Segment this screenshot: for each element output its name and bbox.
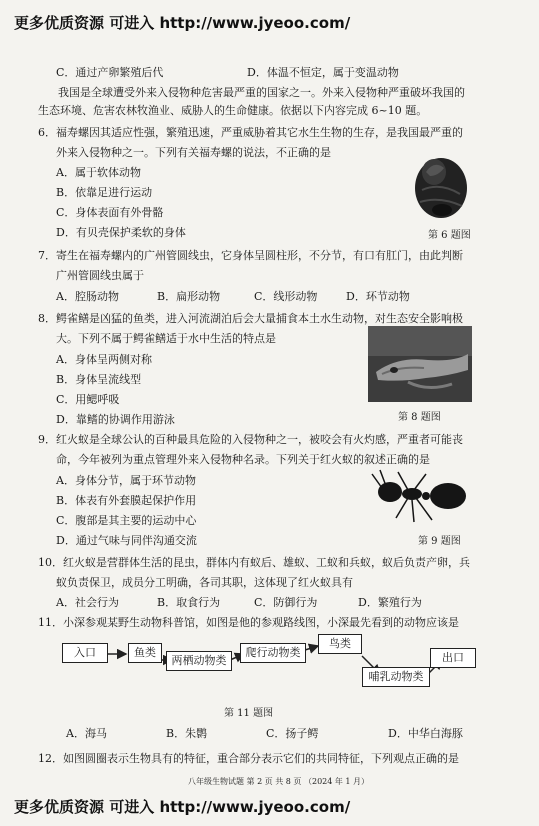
q6-option-d: D．有贝壳保护柔软的身体 [56, 226, 186, 239]
q6-option-c: C．身体表面有外骨骼 [56, 206, 164, 219]
q10-stem-line-1: 10．红火蚁是营群体生活的昆虫，群体内有蚁后、雄蚁、工蚁和兵蚁，蚁后负责产卵，兵 [38, 556, 470, 569]
q8-option-a: A．身体呈两侧对称 [56, 353, 152, 366]
prev-option-c: C．通过产卵繁殖后代 [56, 66, 164, 79]
q9-option-c: C．腹部是其主要的运动中心 [56, 514, 197, 527]
q8-option-d: D．靠鳍的协调作用游泳 [56, 413, 175, 426]
route-exit: 出口 [430, 648, 476, 668]
q7-option-b: B．扁形动物 [157, 290, 221, 303]
q11-option-d: D．中华白海豚 [388, 727, 463, 740]
intro-line-2: 生态环境、危害农林牧渔业、威胁人的生命健康。依据以下内容完成 6~10 题。 [38, 104, 428, 117]
page-footer: 八年级生物试题 第 2 页 共 8 页 （2024 年 1 月） [188, 777, 370, 786]
fire-ant-image [368, 466, 478, 524]
q8-option-b: B．身体呈流线型 [56, 373, 142, 386]
q10-option-b: B．取食行为 [157, 596, 221, 609]
q10-option-d: D．繁殖行为 [358, 596, 422, 609]
alligator-gar-image [368, 326, 472, 402]
q10-stem-line-2: 蚁负责保卫，成员分工明确，各司其职，这体现了红火蚁具有 [56, 576, 353, 589]
q8-stem-line-2: 大。下列不属于鳄雀鳝适于水中生活的特点是 [56, 332, 276, 345]
q9-option-b: B．体表有外套膜起保护作用 [56, 494, 197, 507]
route-reptiles: 爬行动物类 [240, 643, 306, 663]
route-entrance: 入口 [62, 643, 108, 663]
q10-option-a: A．社会行为 [56, 596, 119, 609]
q7-option-a: A．腔肠动物 [56, 290, 119, 303]
q6-option-b: B．依靠足进行运动 [56, 186, 153, 199]
q11-stem: 11．小深参观某野生动物科普馆，如图是他的参观路线图，小深最先看到的动物应该是 [38, 616, 459, 629]
top-banner: 更多优质资源 可进入 http://www.jyeoo.com/ [14, 14, 351, 32]
q6-option-a: A．属于软体动物 [56, 166, 141, 179]
q11-option-b: B．朱鹮 [166, 727, 208, 740]
q8-option-c: C．用鳃呼吸 [56, 393, 120, 406]
q9-option-d: D．通过气味与同伴沟通交流 [56, 534, 197, 547]
q9-figure-caption: 第 9 题图 [418, 536, 461, 547]
q6-figure-caption: 第 6 题图 [428, 230, 471, 241]
q9-option-a: A．身体分节，属于环节动物 [56, 474, 196, 487]
q6-stem-line-1: 6．福寿螺因其适应性强，繁殖迅速，严重威胁着其它水生生物的生存，是我国最严重的 [38, 126, 463, 139]
q11-figure-caption: 第 11 题图 [224, 708, 274, 719]
route-fish: 鱼类 [128, 643, 162, 663]
q7-option-d: D．环节动物 [346, 290, 410, 303]
q7-option-c: C．线形动物 [254, 290, 318, 303]
intro-line-1: 我国是全球遭受外来入侵物种危害最严重的国家之一。外来入侵物种严重破坏我国的 [58, 86, 465, 99]
q11-option-a: A．海马 [66, 727, 107, 740]
q11-option-c: C．扬子鳄 [266, 727, 319, 740]
q12-stem: 12．如图圆圈表示生物具有的特征，重合部分表示它们的共同特征，下列观点正确的是 [38, 752, 459, 765]
q9-stem-line-1: 9．红火蚁是全球公认的百种最具危险的入侵物种之一，被咬会有火灼感，严重者可能丧 [38, 433, 463, 446]
q8-stem-line-1: 8．鳄雀鳝是凶猛的鱼类，进入河流湖泊后会大量捕食本土水生动物，对生态安全影响极 [38, 312, 463, 325]
q10-option-c: C．防御行为 [254, 596, 318, 609]
q7-stem-line-2: 广州管圆线虫属于 [56, 269, 144, 282]
q7-stem-line-1: 7．寄生在福寿螺内的广州管圆线虫，它身体呈圆柱形，不分节，有口有肛门，由此判断 [38, 249, 463, 262]
q8-figure-caption: 第 8 题图 [398, 412, 441, 423]
route-amphibians: 两栖动物类 [166, 651, 232, 671]
snail-image [412, 146, 470, 220]
prev-option-d: D．体温不恒定，属于变温动物 [247, 66, 399, 79]
bottom-banner: 更多优质资源 可进入 http://www.jyeoo.com/ [14, 798, 351, 816]
route-birds: 鸟类 [318, 634, 362, 654]
route-mammals: 哺乳动物类 [362, 667, 430, 687]
q6-stem-line-2: 外来入侵物种之一。下列有关福寿螺的说法，不正确的是 [56, 146, 331, 159]
q9-stem-line-2: 命，今年被列为重点管理外来入侵物种名录。下列关于红火蚁的叙述正确的是 [56, 453, 430, 466]
